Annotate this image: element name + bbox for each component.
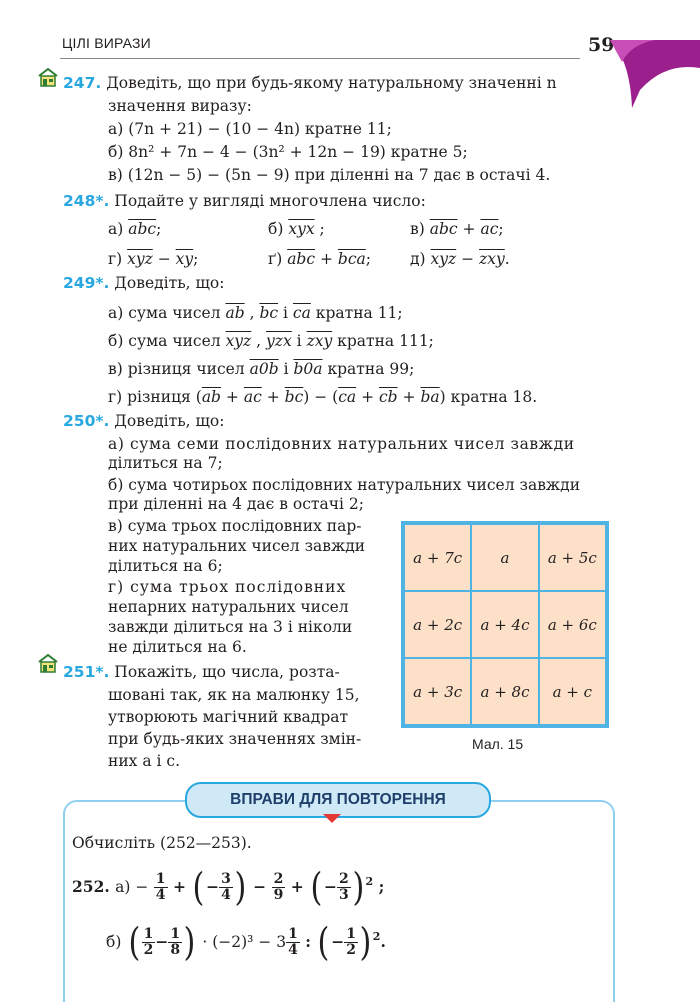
item-248-d (108, 248, 198, 270)
fraction (337, 872, 351, 903)
overline-number: $\overline{bca}$ (337, 250, 366, 268)
punct: , (256, 332, 262, 350)
label: б) (106, 933, 122, 952)
overline-number: b0a (293, 360, 323, 378)
overline-number: $\overline{xyx}$ (288, 220, 315, 238)
exercise-247-a: а) (7n + 21) − (10 − 4n) кратне 11; (108, 120, 392, 138)
conjunction: і (283, 304, 288, 322)
paren: ) (359, 920, 372, 965)
denominator: 9 (273, 886, 284, 903)
exercise-text: Доведіть, що: (114, 274, 225, 292)
paren: ( (192, 865, 205, 910)
numerator: 1 (155, 870, 166, 887)
punct: . (380, 932, 386, 952)
problem-number: 252. (72, 877, 110, 897)
overline-number: a0b (249, 360, 279, 378)
overline-number: $\overline{cb}$ (379, 388, 398, 406)
operator: − (331, 932, 345, 952)
paren: ( (310, 865, 323, 910)
label: а) (108, 220, 124, 238)
label: ґ) (268, 250, 283, 268)
punct: ; (156, 220, 162, 238)
exponent: 2 (365, 875, 374, 888)
item-250-c1: в) сума трьох послідовних пар- (108, 517, 362, 535)
denominator: 4 (155, 886, 166, 903)
operator: − (155, 932, 169, 952)
punct: ; (498, 220, 504, 238)
magic-square-cell: a + 8c (471, 658, 538, 725)
operator: − (461, 250, 475, 268)
running-header: ЦІЛІ ВИРАЗИ (62, 35, 151, 51)
conjunction: і (296, 332, 302, 350)
exercise-number: 251*. (63, 663, 110, 681)
punct: ; (378, 877, 385, 897)
item-248-b (268, 218, 325, 240)
denominator: 2 (346, 941, 356, 958)
operator: − (157, 250, 171, 268)
conjunction: і (283, 360, 289, 378)
numerator: 3 (221, 870, 231, 887)
exercise-247-c: в) (12n − 5) − (5n − 9) при діленні на 7 дає в остачі 4. (108, 166, 551, 184)
operator: − (323, 877, 337, 897)
item-250-d2: непарних натуральних чисел (108, 598, 349, 616)
paren: ( (317, 920, 330, 965)
operator: + (266, 388, 280, 406)
numerator: 1 (288, 925, 298, 942)
text: кратна 99; (327, 360, 415, 378)
text: ) кратна 18. (439, 388, 538, 406)
magic-square-cell: a + 2c (404, 591, 471, 658)
overline-number: $\overline{yzx}$ (266, 332, 292, 350)
fraction (154, 872, 168, 903)
text: кратна 111; (337, 332, 434, 350)
text: кратна 11; (315, 304, 403, 322)
overline-number: $\overline{zxy}$ (479, 250, 505, 268)
label: в) (410, 220, 425, 238)
overline-number: $\overline{xyz}$ (127, 250, 153, 268)
exercise-247-b: б) 8n² + 7n − 4 − (3n² + 12n − 19) кратне 5; (108, 143, 468, 161)
overline-number: $\overline{abc}$ (429, 220, 458, 238)
exercise-249-intro (63, 272, 224, 294)
exercise-251-intro (63, 661, 340, 683)
operator: + (172, 877, 186, 897)
fraction (286, 927, 300, 958)
item-251-l4: при будь-яких значеннях змін- (108, 730, 362, 748)
paren: ) (234, 865, 247, 910)
paren: ( (128, 920, 141, 965)
numerator: 2 (273, 870, 284, 887)
item-250-a1: а) сума семи послідовних натуральних чисел завжди (108, 435, 575, 453)
numerator: 2 (338, 870, 349, 887)
label: д) (410, 250, 426, 268)
numerator: 1 (143, 925, 154, 942)
paren: ) (352, 865, 365, 910)
denominator: 4 (288, 941, 298, 958)
numerator: 1 (346, 925, 356, 942)
operator: − (206, 877, 220, 897)
magic-square-cell: a + 6c (539, 591, 606, 658)
exercise-250-intro (63, 410, 224, 432)
punct: , (249, 304, 255, 322)
figure-caption: Мал. 15 (472, 736, 524, 752)
problem-252-b (106, 917, 386, 965)
paren: ) (183, 920, 196, 965)
label: а) − (115, 878, 149, 897)
exercise-text: Подайте у вигляді многочлена число: (114, 192, 426, 210)
magic-square-figure (401, 521, 609, 728)
text: а) сума чисел (108, 304, 221, 322)
label: г) (108, 250, 123, 268)
homework-house-icon (37, 66, 59, 88)
item-250-d4: не ділиться на 6. (108, 638, 247, 656)
operator: : (305, 932, 311, 952)
overline-number: $\overline{ac}$ (480, 220, 499, 238)
fraction (168, 927, 182, 958)
text: г) різниця ( (108, 388, 202, 406)
exercise-text: Покажіть, що числа, розта- (114, 663, 340, 681)
item-248-c (410, 218, 504, 240)
operator: + (402, 388, 416, 406)
page-number: 59 (588, 34, 615, 56)
item-248-a (108, 218, 161, 240)
overline-number: $\overline{bc}$ (284, 388, 304, 406)
operator: + (462, 220, 476, 238)
exercise-number: 247. (63, 74, 102, 92)
item-250-a2: ділиться на 7; (108, 454, 223, 472)
overline-number: $\overline{bc}$ (259, 304, 279, 322)
item-250-b1: б) сума чотирьох послідовних натуральних чисел завжди (108, 476, 581, 494)
item-248-e (268, 248, 371, 270)
magic-square-cell: a (471, 524, 538, 591)
denominator: 4 (221, 886, 231, 903)
overline-number: $\overline{ac}$ (243, 388, 262, 406)
text: б) сума чисел (108, 332, 221, 350)
corner-decoration (610, 40, 700, 108)
exercise-247-intro (63, 72, 557, 94)
fraction (344, 927, 358, 958)
review-banner: ВПРАВИ ДЛЯ ПОВТОРЕННЯ (185, 782, 491, 818)
overline-number: $\overline{ca}$ (338, 388, 357, 406)
punct: ; (365, 250, 372, 268)
overline-number: $\overline{ba}$ (420, 388, 440, 406)
operator: + (225, 388, 239, 406)
item-251-l5: них a і c. (108, 752, 180, 770)
item-250-d3: завжди ділиться на 3 і ніколи (108, 618, 353, 636)
review-instruction: Обчисліть (252—253). (72, 834, 252, 852)
item-249-b (108, 330, 434, 352)
item-250-d1: г) сума трьох послідовних (108, 578, 347, 596)
exercise-247-text2: значення виразу: (108, 97, 252, 115)
denominator: 8 (170, 941, 181, 958)
exercise-text: Доведіть, що: (114, 412, 225, 430)
magic-square-cell: a + c (539, 658, 606, 725)
text: в) різниця чисел (108, 360, 245, 378)
denominator: 3 (338, 886, 349, 903)
overline-number: $\overline{xyz}$ (430, 250, 457, 268)
item-251-l3: утворюють магічний квадрат (108, 708, 349, 726)
operator: − (253, 877, 267, 897)
banner-pointer (323, 814, 341, 823)
item-249-d (108, 386, 537, 408)
exercise-number: 248*. (63, 192, 110, 210)
fraction (142, 927, 156, 958)
header-rule (60, 58, 580, 59)
exercise-248-intro (63, 190, 426, 212)
numerator: 1 (170, 925, 181, 942)
overline-number: $\overline{ab}$ (225, 304, 245, 322)
magic-square-cell: a + 4c (471, 591, 538, 658)
item-250-b2: при діленні на 4 дає в остачі 2; (108, 495, 364, 513)
overline-number: $\overline{xyz}$ (225, 332, 252, 350)
magic-square-cell: a + 7c (404, 524, 471, 591)
operator: + (361, 388, 375, 406)
exercise-number: 250*. (63, 412, 110, 430)
magic-square-cell: a + 5c (539, 524, 606, 591)
exponent: 2 (372, 930, 381, 943)
problem-252-a (72, 862, 385, 910)
magic-square-cell: a + 3c (404, 658, 471, 725)
label: б) (268, 220, 284, 238)
overline-number: $\overline{zxy}$ (306, 332, 333, 350)
punct: ; (314, 220, 325, 238)
item-249-c (108, 358, 414, 380)
overline-number: $\overline{abc}$ (287, 250, 316, 268)
overline-number: $\overline{ab}$ (201, 388, 221, 406)
punct: . (504, 250, 510, 268)
fraction (272, 872, 286, 903)
overline-number: $\overline{ca}$ (292, 304, 311, 322)
item-249-a (108, 302, 403, 324)
item-250-c2: них натуральних чисел завжди (108, 537, 366, 555)
punct: ; (193, 250, 199, 268)
denominator: 2 (143, 941, 154, 958)
item-250-c3: ділиться на 6; (108, 557, 223, 575)
overline-number: $\overline{abc}$ (128, 220, 157, 238)
operator: + (290, 877, 304, 897)
operator: ) − ( (303, 388, 339, 406)
operator: + (319, 250, 333, 268)
fraction (219, 872, 233, 903)
expression: · (−2)³ − 3 (202, 933, 287, 952)
homework-house-icon (37, 652, 59, 674)
item-251-l2: шовані так, як на малюнку 15, (108, 686, 360, 704)
item-248-f (410, 248, 510, 270)
exercise-number: 249*. (63, 274, 110, 292)
exercise-text: Доведіть, що при будь-якому натуральному значенні n (106, 74, 557, 92)
overline-number: $\overline{xy}$ (175, 250, 194, 268)
magic-square-grid (403, 523, 607, 726)
